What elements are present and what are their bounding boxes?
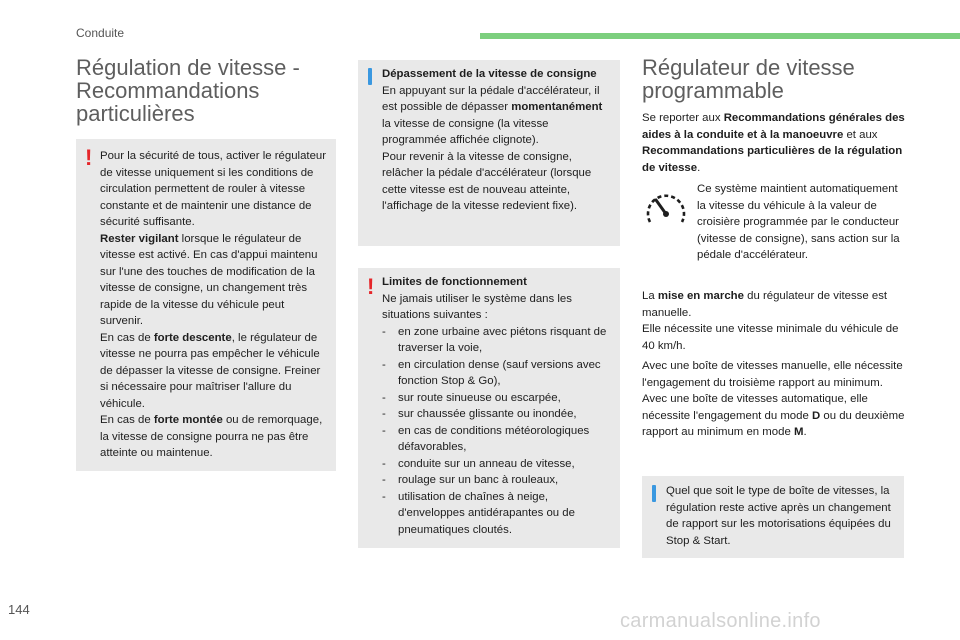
warning-title: Limites de fonctionnement (382, 276, 527, 288)
section-title: Régulateur de vitesse programmable (642, 55, 855, 103)
info-bar-icon (368, 68, 372, 85)
list-item: - sur chaussée glissante ou inondée, (382, 406, 612, 423)
page-number: 144 (8, 602, 30, 617)
info-box-override (358, 60, 620, 246)
activation-text: La mise en marche du régulateur de vitesse est manuelle. Elle nécessite une vitesse minimale du véhicule de 40 km/h. (642, 290, 899, 352)
warning-exclamation-icon: ! (367, 274, 375, 299)
info-text: Dépassement de la vitesse de consigne En appuyant sur la pédale d'accélérateur, il est possible de dépasser momentanément la vitesse de consigne (la vitesse programmée affichée clignote). Pour revenir à la vitesse de consigne, relâcher la pédale d'accélérateur (lorsque cette vitesse est de nouveau atteinte, l'affichage de la vitesse redevient fixe). (382, 68, 603, 212)
warning-exclamation-icon: ! (85, 145, 93, 170)
list-item: - en zone urbaine avec piétons risquant de traverser la voie, (382, 324, 612, 357)
list-item: - roulage sur un banc à rouleaux, (382, 472, 612, 489)
reference-text: Se reporter aux Recommandations générales des aides à la conduite et à la manoeuvre et aux Recommandations particulières de la régulation de vitesse. (642, 112, 905, 174)
info-title: Dépassement de la vitesse de consigne (382, 68, 597, 80)
list-item: - sur route sinueuse ou escarpée, (382, 390, 612, 407)
list-item: - conduite sur un anneau de vitesse, (382, 456, 612, 473)
system-description: Ce système maintient automatiquement la vitesse du véhicule à la valeur de croisière programmée par le conducteur (vitesse de consigne), sans action sur la pédale d'accélérateur. (697, 183, 900, 261)
limits-list (382, 324, 612, 539)
speed-limiter-gauge-icon (644, 188, 688, 228)
gearbox-text: Avec une boîte de vitesses manuelle, elle nécessite l'engagement du troisième rapport au minimum. Avec une boîte de vitesses automatique, elle nécessite l'engagement du mode D ou du deuxième rapport au minimum en mode M. (642, 360, 905, 438)
list-item: - en circulation dense (sauf versions avec fonction Stop & Go), (382, 357, 612, 390)
warning-text: Pour la sécurité de tous, activer le régulateur de vitesse uniquement si les conditions de circulation permettent de rouler à vitesse constante et de maintenir une distance de sécurité suffisante. Rester vigilant lorsque le régulateur de vitesse est activé. En cas d'appui maintenu sur l'une des touches de modification de la vitesse de consigne, un changement très rapide de la vitesse du véhicule peut survenir. En cas de forte descente, le régulateur de vitesse ne pourra pas empêcher le véhicule de dépasser la vitesse de consigne. Freiner si nécessaire pour maîtriser l'allure du véhicule. En cas de forte montée ou de remorquage, la vitesse de consigne pourra ne pas être atteinte ou maintenue. (100, 150, 327, 459)
warning-box-limits (358, 268, 620, 548)
list-item: - en cas de conditions météorologiques défavorables, (382, 423, 612, 456)
section-color-bar (480, 33, 960, 39)
watermark: carmanualsonline.info (620, 610, 821, 632)
info-bar-icon (652, 485, 656, 502)
list-item: - utilisation de chaînes à neige, d'enveloppes antidérapantes ou de pneumatiques cloutés. (382, 489, 612, 539)
page-title: Régulation de vitesse - Recommandations particulières (76, 55, 300, 126)
warning-intro: Ne jamais utiliser le système dans les situations suivantes : (382, 292, 572, 321)
warning-box-safety (76, 139, 336, 471)
info-box-stop-start (642, 476, 904, 558)
info-text: Quel que soit le type de boîte de vitesses, la régulation reste active après un changement de rapport sur les motorisations équipées du Stop & Start. (666, 485, 891, 547)
section-label: Conduite (76, 26, 125, 40)
